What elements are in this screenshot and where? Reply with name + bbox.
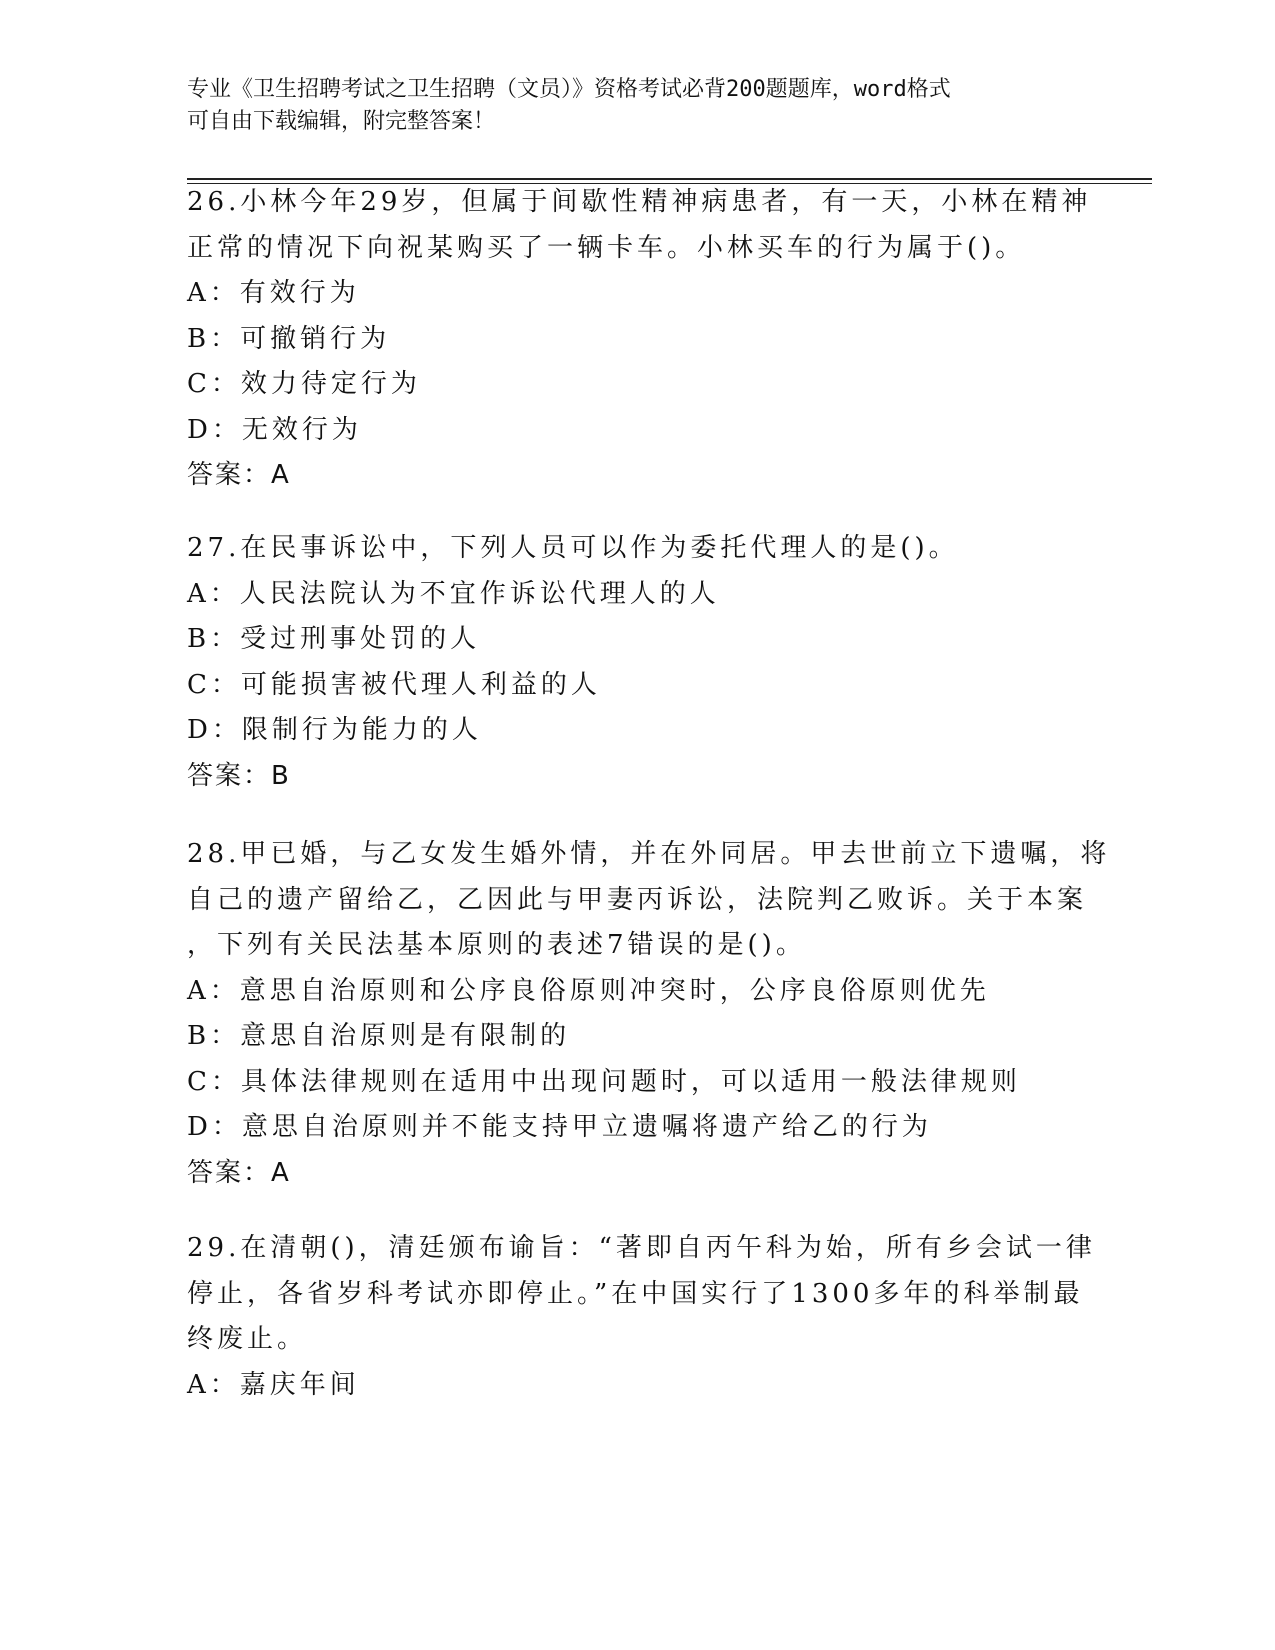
header-line-2: 可自由下载编辑，附完整答案！ — [187, 109, 496, 134]
question-text-line: 停止，各省岁科考试亦即停止。”在中国实行了1300多年的科举制最 — [187, 1278, 1084, 1309]
option-c: C：效力待定行为 — [187, 369, 421, 399]
option-b: B：受过刑事处罚的人 — [187, 624, 481, 654]
option-a: A：意思自治原则和公序良俗原则冲突时，公序良俗原则优先 — [187, 975, 990, 1006]
answer: 答案：B — [187, 760, 291, 791]
option-d: D：无效行为 — [187, 414, 362, 445]
option-b: B：意思自治原则是有限制的 — [187, 1021, 571, 1051]
question-text-line: 27.在民事诉讼中，下列人员可以作为委托代理人的是()。 — [187, 533, 959, 563]
question-26 — [187, 180, 1092, 499]
option-a: A：有效行为 — [187, 278, 360, 308]
option-c: C：具体法律规则在适用中出现问题时，可以适用一般法律规则 — [187, 1066, 1021, 1097]
option-b: B：可撤销行为 — [187, 323, 391, 354]
question-text-line: 28.甲已婚，与乙女发生婚外情，并在外同居。甲去世前立下遗嘱，将 — [187, 839, 1111, 869]
question-text-line: 终废止。 — [187, 1324, 308, 1354]
answer: 答案：A — [187, 1157, 291, 1188]
question-text-line: 29.在清朝()，清廷颁布谕旨：“著即自丙午科为始，所有乡会试一律 — [187, 1233, 1096, 1263]
question-text-line: 正常的情况下向祝某购买了一辆卡车。小林买车的行为属于()。 — [187, 232, 1026, 263]
question-28 — [187, 832, 1111, 1196]
option-a: A：嘉庆年间 — [187, 1369, 360, 1400]
page-header — [187, 74, 1067, 138]
question-27 — [187, 526, 1067, 799]
question-text-line: 26.小林今年29岁，但属于间歇性精神病患者，有一天，小林在精神 — [187, 187, 1092, 217]
question-text-line: 自己的遗产留给乙，乙因此与甲妻丙诉讼，法院判乙败诉。关于本案 — [187, 884, 1088, 915]
header-line-1: 专业《卫生招聘考试之卫生招聘（文员）》资格考试必背200题题库，word格式 — [187, 77, 951, 102]
answer: 答案：A — [187, 460, 291, 490]
question-29 — [187, 1226, 1096, 1408]
option-d: D：限制行为能力的人 — [187, 715, 482, 745]
option-d: D：意思自治原则并不能支持甲立遗嘱将遗产给乙的行为 — [187, 1112, 932, 1142]
option-c: C：可能损害被代理人利益的人 — [187, 669, 601, 700]
option-a: A：人民法院认为不宜作诉讼代理人的人 — [187, 578, 720, 609]
question-text-line: ，下列有关民法基本原则的表述7错误的是()。 — [187, 930, 806, 960]
